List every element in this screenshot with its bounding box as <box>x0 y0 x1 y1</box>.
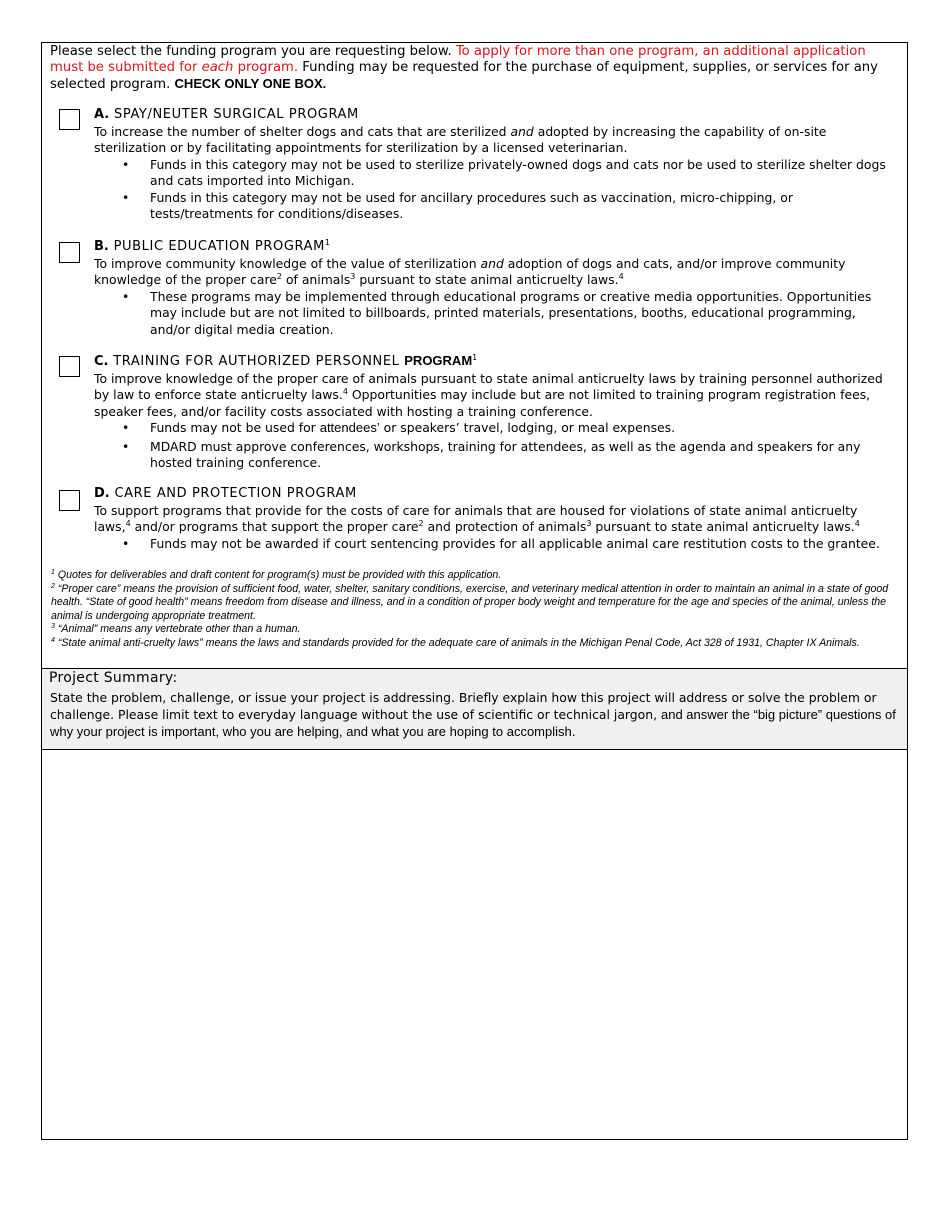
program-c-bullet: • Funds may not be used for attendees’ or speakers’ travel, lodging, or meal expenses. <box>150 420 894 437</box>
program-b-bullet: • These programs may be implemented through educational programs or creative media opportunities. Opportunities may include but are not limited to billboards, printed materials, presentations, booths, educational programming, and/or digital media creation. <box>150 289 894 339</box>
funding-form <box>41 42 908 1140</box>
footnote: $^3$ “Animal” means any vertebrate other than a human. <box>51 623 301 635</box>
intro-warning: To apply for more than one program, an additional application must be submitted for each program. <box>50 44 866 75</box>
project-summary-header <box>42 668 907 750</box>
program-d-bullet: • Funds may not be awarded if court sentencing provides for all applicable animal care restitution costs to the grantee. <box>150 536 894 553</box>
intro-text: Please select the funding program you are requesting below. <box>50 44 456 59</box>
program-a-bullet: • Funds in this category may not be used to sterilize privately-owned dogs and cats nor be used to sterilize shelter dogs and cats imported into Michigan. <box>150 157 894 190</box>
footnote: $^2$ “Proper care” means the provision of sufficient food, water, shelter, sanitary conditions, exercise, and veterinary medical attention in order to maintain an animal in a state of good health. “State of good health” means freedom from disease and illness, and in a condition of proper body weight and temperature for the age and species of the animal, unless the animal is undergoing appropriate treatment. <box>51 582 889 622</box>
program-b-description: To improve community knowledge of the value of sterilization and adoption of dogs and cats, and/or improve community knowledge of the proper care$^2$ of animals$^3$ pursuant to state animal anticruelty laws.$^4$ <box>94 255 846 287</box>
program-a-checkbox[interactable] <box>59 109 80 130</box>
project-summary-answer-area[interactable] <box>42 749 907 1139</box>
check-one-instruction: CHECK ONLY ONE BOX. <box>174 76 327 91</box>
project-summary-title: Project Summary: <box>49 670 178 686</box>
program-d-description: To support programs that provide for the costs of care for animals that are housed for violations of state animal anticruelty laws,$^4$ and/or programs that support the proper care$^2$ and protection of animals$^3$ pursuant to state animal anticruelty laws.$^4$ <box>94 502 860 534</box>
program-c-title: C. TRAINING FOR AUTHORIZED PERSONNEL PROGRAM$^1$ <box>94 353 478 369</box>
program-d <box>94 486 894 552</box>
intro-instructions <box>50 44 900 93</box>
program-a-title: A. SPAY/NEUTER SURGICAL PROGRAM <box>94 107 359 122</box>
footnote: $^4$ “State animal anti-cruelty laws” means the laws and standards provided for the adequate care of animals in the Michigan Penal Code, Act 328 of 1931, Chapter IX Animals. <box>51 636 860 649</box>
program-b-title: B. PUBLIC EDUCATION PROGRAM$^1$ <box>94 238 331 254</box>
program-c <box>94 353 894 472</box>
footnotes <box>51 569 901 650</box>
program-d-title: D. CARE AND PROTECTION PROGRAM <box>94 486 357 501</box>
footnote: $^1$ Quotes for deliverables and draft content for program(s) must be provided with this application. <box>51 569 502 581</box>
program-a-description: To increase the number of shelter dogs and cats that are sterilized and adopted by increasing the capability of on-site sterilization or by facilitating appointments for sterilization by a licensed veterinarian. <box>94 123 827 155</box>
program-c-bullet: • MDARD must approve conferences, workshops, training for attendees, as well as the agenda and speakers for any hosted training conference. <box>150 439 894 472</box>
program-a <box>94 107 894 223</box>
project-summary-instructions: State the problem, challenge, or issue your project is addressing. Briefly explain how this project will address or solve the problem or challenge. Please limit text to everyday language without the use of scientific or technical jargon, and answer the “big picture” questions of why your project is important, who you are helping, and what you are hoping to accomplish. <box>50 690 896 739</box>
program-b-checkbox[interactable] <box>59 242 80 263</box>
intro-text-2: Funding may be requested for the purchase of equipment, supplies, or services for any selected program. <box>50 60 878 92</box>
program-a-bullet: • Funds in this category may not be used for ancillary procedures such as vaccination, micro-chipping, or tests/treatments for conditions/diseases. <box>150 190 894 223</box>
program-d-checkbox[interactable] <box>59 490 80 511</box>
program-c-description: To improve knowledge of the proper care of animals pursuant to state animal anticruelty laws by training personnel authorized by law to enforce state anticruelty laws.$^4$ Opportunities may include but are not limited to training program registration fees, speaker fees, and/or facility costs associated with hosting a training conference. <box>94 370 883 419</box>
program-b <box>94 239 894 338</box>
program-c-checkbox[interactable] <box>59 356 80 377</box>
